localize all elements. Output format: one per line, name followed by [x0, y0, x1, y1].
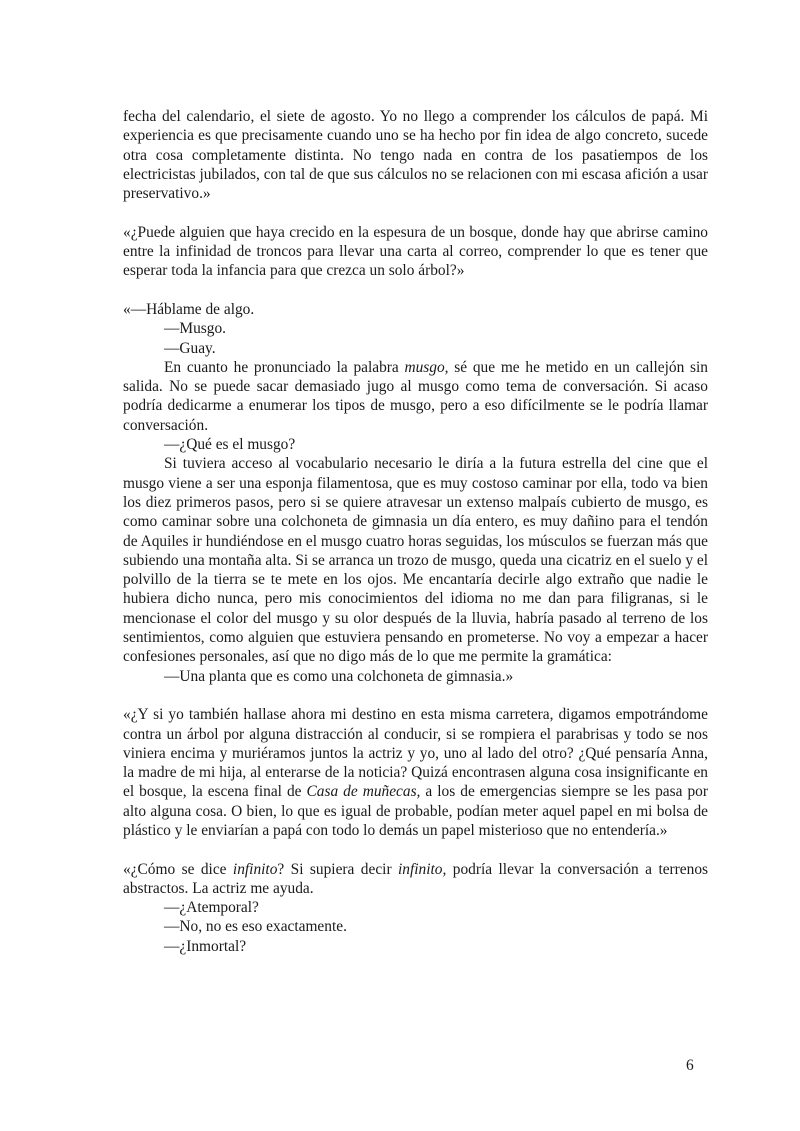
paragraph: [123, 860, 708, 899]
page-body: [123, 107, 708, 956]
paragraph: [123, 223, 708, 281]
paragraph: [123, 435, 708, 454]
text-run: «—Háblame de algo.: [123, 300, 255, 318]
text-run: —¿Qué es el musgo?: [164, 436, 296, 454]
paragraph: [123, 937, 708, 956]
text-run: —Una planta que es como una colchoneta de gimnasia.»: [164, 667, 514, 685]
text-run: «¿Cómo se dice: [123, 860, 233, 878]
paragraph: [123, 107, 708, 203]
text-run: «¿Y si yo también hallase ahora mi destino en esta misma carretera, digamos empotrándome contra un árbol por alguna distracción al conducir, si se rompiera el parabrisas y todo se nos viniera encima y muriéramos juntos la actriz y yo, uno al lado del otro? ¿Qué pensaría Anna, la madre de mi hija, al enterarse de la noticia? Quizá encontrasen alguna cosa insignificante en el bosque, la escena final de: [123, 706, 708, 801]
italic-text: infinito: [232, 860, 278, 878]
italic-text: musgo,: [404, 358, 449, 376]
text-run: fecha del calendario, el siete de agosto. Yo no llego a comprender los cálculos de papá. Mi experiencia es que precisamente cuando uno se ha hecho por fin idea de algo concreto, sucede otra cosa completamente distinta. No tengo nada en contra de los pasatiempos de los electricistas jubilados, con tal de que sus cálculos no se relacionen con mi escasa afición a usar preservativo.»: [123, 108, 708, 203]
text-run: ? Si supiera decir: [277, 860, 399, 878]
text-run: —¿Inmortal?: [164, 937, 247, 955]
paragraph: [123, 358, 708, 435]
text-run: sé que me he metido en un callejón sin salida. No se puede sacar demasiado jugo al musgo como tema de conversación. Si acaso podría dedicarme a enumerar los tipos de musgo, pero a eso difícilmente se le podría llamar conversación.: [123, 358, 708, 434]
text-run: «¿Puede alguien que haya crecido en la espesura de un bosque, donde hay que abrirse camino entre la infinidad de troncos para llevar una carta al correo, comprender lo que es tener que esperar toda la infancia para que crezca un solo árbol?»: [123, 223, 708, 280]
italic-text: Casa de muñecas,: [306, 783, 421, 801]
paragraph: [123, 300, 708, 319]
text-run: podría llevar la conversación a terrenos abstractos. La actriz me ayuda.: [123, 860, 709, 897]
paragraph: [123, 898, 708, 917]
text-run: —¿Atemporal?: [164, 899, 259, 917]
text-run: a los de emergencias siempre se les pasa por alto alguna cosa. O bien, lo que es igual de probable, podían meter aquel papel en mi bolsa de plástico y le enviarían a papá con todo lo demás un papel misterioso que no entendería.»: [123, 783, 708, 839]
text-run: En cuanto he pronunciado la palabra: [164, 358, 405, 376]
paragraph: [123, 339, 708, 358]
text-run: —Guay.: [164, 339, 216, 357]
paragraph: [123, 454, 708, 666]
text-run: —Musgo.: [164, 320, 226, 338]
paragraph: [123, 917, 708, 936]
text-run: Si tuviera acceso al vocabulario necesario le diría a la futura estrella del cine que el musgo viene a ser una esponja filamentosa, que es muy costoso caminar por ella, todo va bien los diez primeros pasos, pero si se quiere atravesar un extenso malpaís cubierto de musgo, es como caminar sobre una colchoneta de gimnasia un día entero, es muy dañino para el tendón de Aquiles ir hundiéndose en el musgo cuatro horas seguidas, los músculos se fuerzan más que subiendo una montaña alta. Si se arranca un trozo de musgo, queda una cicatriz en el suelo y el polvillo de la tierra se te mete en los ojos. Me encantaría decirle algo extraño que nadie le hubiera dicho nunca, pero mis conocimientos del idioma no me dan para filigranas, si le mencionase el color del musgo y su olor después de la lluvia, habría pasado al terreno de los sentimientos, como alguien que estuviera pensando en prometerse. No voy a empezar a hacer confesiones personales, así que no digo más de lo que me permite la gramática:: [123, 455, 708, 666]
italic-text: infinito,: [398, 860, 447, 878]
paragraph: [123, 319, 708, 338]
paragraph: [123, 667, 708, 686]
text-run: —No, no es eso exactamente.: [164, 918, 347, 936]
paragraph: [123, 705, 708, 840]
page-number: 6: [686, 1057, 694, 1074]
